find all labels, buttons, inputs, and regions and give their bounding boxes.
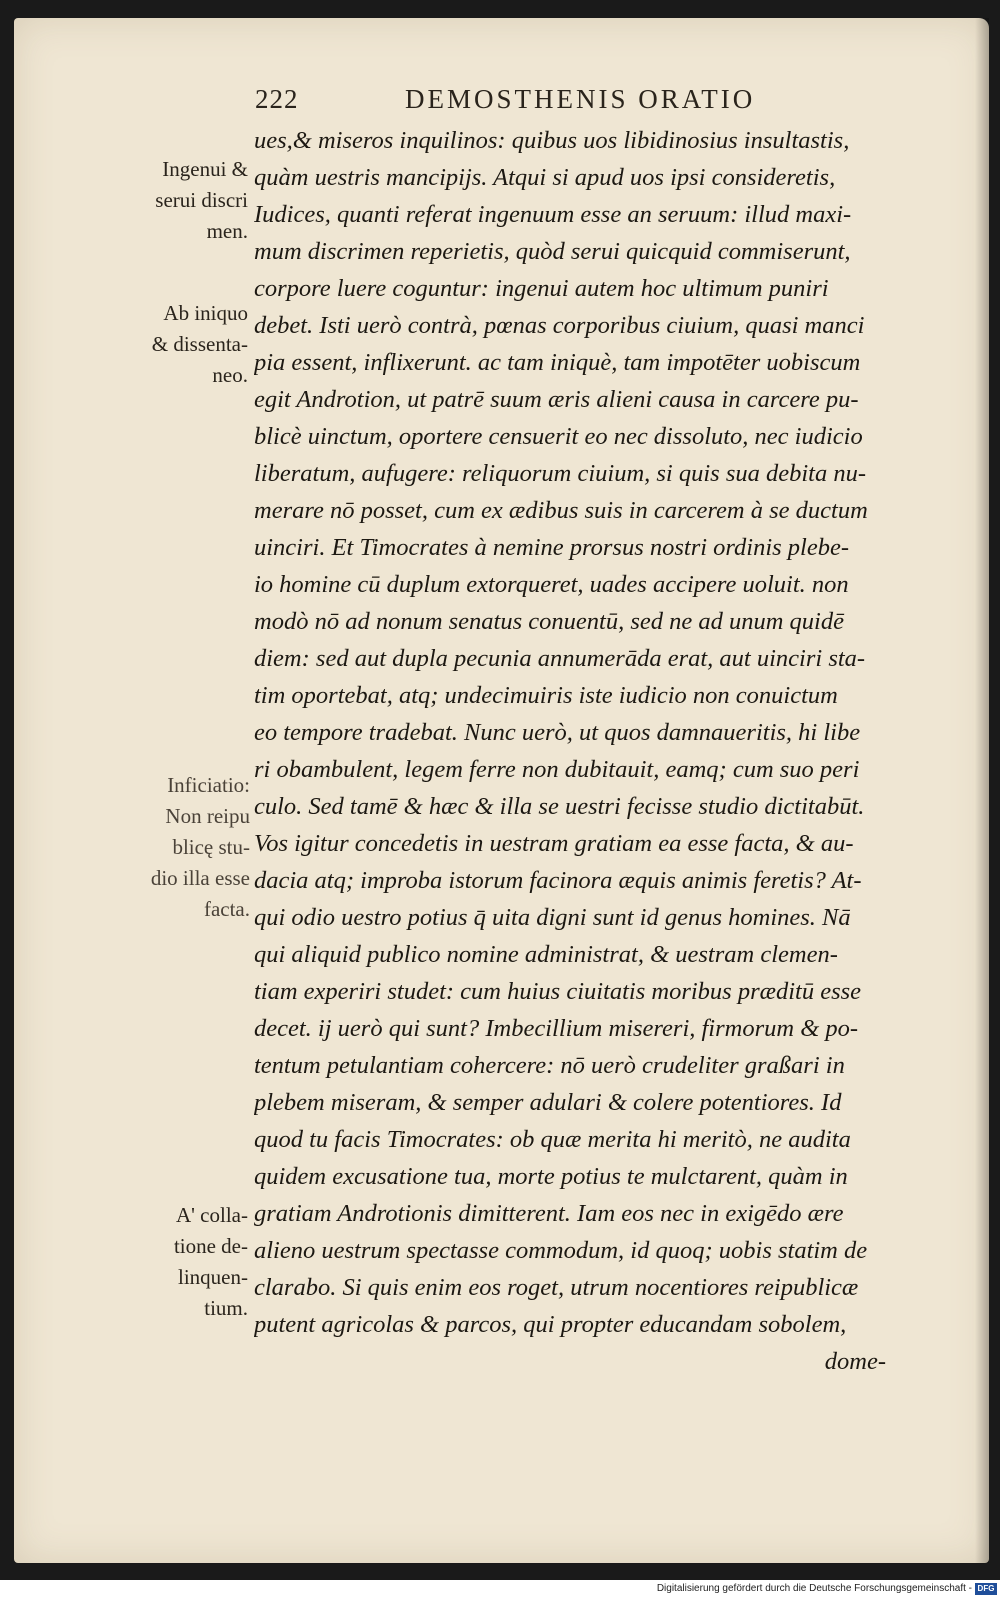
margin-note-collatione: [118, 1200, 248, 1324]
text-line: liberatum, aufugere: reliquorum ciuium, si quis sua debita nu-: [254, 460, 866, 487]
text-line: clarabo. Si quis enim eos roget, utrum nocentiores reipublicæ: [254, 1274, 859, 1301]
text-line: plebem miseram, & semper adulari & colere potentiores. Id: [254, 1089, 842, 1116]
text-line: tentum petulantiam cohercere: nō uerò crudeliter graßari in: [254, 1052, 845, 1079]
margin-note-line: serui discri: [155, 188, 248, 212]
margin-note-line: tione de-: [173, 1234, 248, 1258]
page-header: [255, 84, 845, 116]
text-line: culo. Sed tamē & hæc & illa se uestri fecisse studio dictitabūt.: [254, 793, 865, 820]
page-number: 222: [255, 84, 299, 114]
text-line: ues,& miseros inquilinos: quibus uos libidinosius insultastis,: [254, 127, 850, 154]
text-line: diem: sed aut dupla pecunia annumerāda erat, aut uinciri sta-: [254, 645, 866, 672]
text-line: dacia atq; improba istorum facinora æquis animis feretis? At-: [254, 867, 862, 894]
text-line: gratiam Androtionis dimitterent. Iam eos nec in exigēdo ære: [254, 1200, 844, 1227]
margin-note-ingenui: [118, 154, 248, 247]
margin-note-line: dio illa esse: [150, 866, 250, 890]
text-line: eo tempore tradebat. Nunc uerò, ut quos damnaueritis, hi libe: [254, 719, 861, 746]
text-line: qui odio uestro potius q̄ uita digni sunt id genus homines. Nā: [254, 904, 851, 931]
text-line: mum discrimen reperietis, quòd serui quicquid commiserunt,: [254, 238, 851, 265]
margin-note-line: linquen-: [178, 1265, 248, 1289]
text-line: debet. Isti uerò contrà, pœnas corporibus ciuium, quasi manci: [254, 312, 865, 339]
text-line: egit Androtion, ut patrē suum æris alieni causa in carcere pu-: [254, 386, 859, 413]
text-line: quidem excusatione tua, morte potius te mulctarent, quàm in: [254, 1163, 848, 1190]
text-line: tiam experiri studet: cum huius ciuitatis moribus præditū esse: [254, 978, 862, 1005]
catchword: dome-: [824, 1348, 886, 1375]
text-line: ri obambulent, legem ferre non dubitauit, eamq; cum suo peri: [254, 756, 860, 783]
text-line: alieno uestrum spectasse commodum, id quoq; uobis statim de: [254, 1237, 868, 1264]
text-line: decet. ij uerò qui sunt? Imbecillium misereri, firmorum & po-: [254, 1015, 859, 1042]
text-line: modò nō ad nonum senatus conuentū, sed ne ad unum quidē: [254, 608, 844, 635]
text-line: blicè uinctum, oportere censuerit eo nec dissoluto, nec iudicio: [254, 423, 863, 450]
margin-note-line: Inficiatio:: [167, 773, 250, 797]
body-text: [254, 122, 934, 1380]
text-line: uinciri. Et Timocrates à nemine prorsus nostri ordinis plebe-: [254, 534, 850, 561]
text-line: corpore luere coguntur: ingenui autem hoc ultimum puniri: [254, 275, 829, 302]
margin-note-line: & dissenta-: [151, 332, 248, 356]
text-line: quod tu facis Timocrates: ob quæ merita hi meritò, ne audita: [254, 1126, 851, 1153]
running-title: DEMOSTHENIS ORATIO: [405, 84, 756, 114]
margin-note-line: Non reipu: [165, 804, 250, 828]
text-line: Vos igitur concedetis in uestram gratiam ea esse facta, & au-: [254, 830, 854, 857]
margin-note-line: men.: [206, 219, 248, 243]
margin-note-line: A' colla-: [175, 1203, 248, 1227]
margin-note-line: blicę stu-: [172, 835, 250, 859]
margin-note-line: tium.: [204, 1296, 248, 1320]
text-line: io homine cū duplum extorqueret, uades accipere uoluit. non: [254, 571, 849, 598]
margin-note-line: Ab iniquo: [163, 301, 248, 325]
text-line: quàm uestris mancipijs. Atqui si apud uos ipsi consideretis,: [254, 164, 836, 191]
text-line: merare nō posset, cum ex ædibus suis in carcerem à se ductum: [254, 497, 868, 524]
digitization-footer: [0, 1580, 1000, 1600]
text-line: tim oportebat, atq; undecimuiris iste iudicio non conuictum: [254, 682, 838, 709]
footer-credit: Digitalisierung gefördert durch die Deutsche Forschungsgemeinschaft -: [656, 1583, 972, 1594]
margin-note-line: Ingenui &: [162, 157, 248, 181]
margin-note-line: neo.: [212, 363, 248, 387]
text-line: Iudices, quanti referat ingenuum esse an seruum: illud maxi-: [254, 201, 852, 228]
text-line: putent agricolas & parcos, qui propter educandam sobolem,: [254, 1311, 847, 1338]
dfg-logo: DFG: [975, 1583, 997, 1595]
page-edge-shadow: [975, 18, 989, 1563]
margin-note-line: facta.: [203, 897, 250, 921]
margin-note-ab-iniquo: [118, 298, 248, 391]
margin-note-inficiatio: [112, 770, 250, 925]
text-line: pia essent, inflixerunt. ac tam iniquè, tam impotēter uobiscum: [254, 349, 861, 376]
text-line: qui aliquid publico nomine administrat, & uestram clemen-: [254, 941, 838, 968]
